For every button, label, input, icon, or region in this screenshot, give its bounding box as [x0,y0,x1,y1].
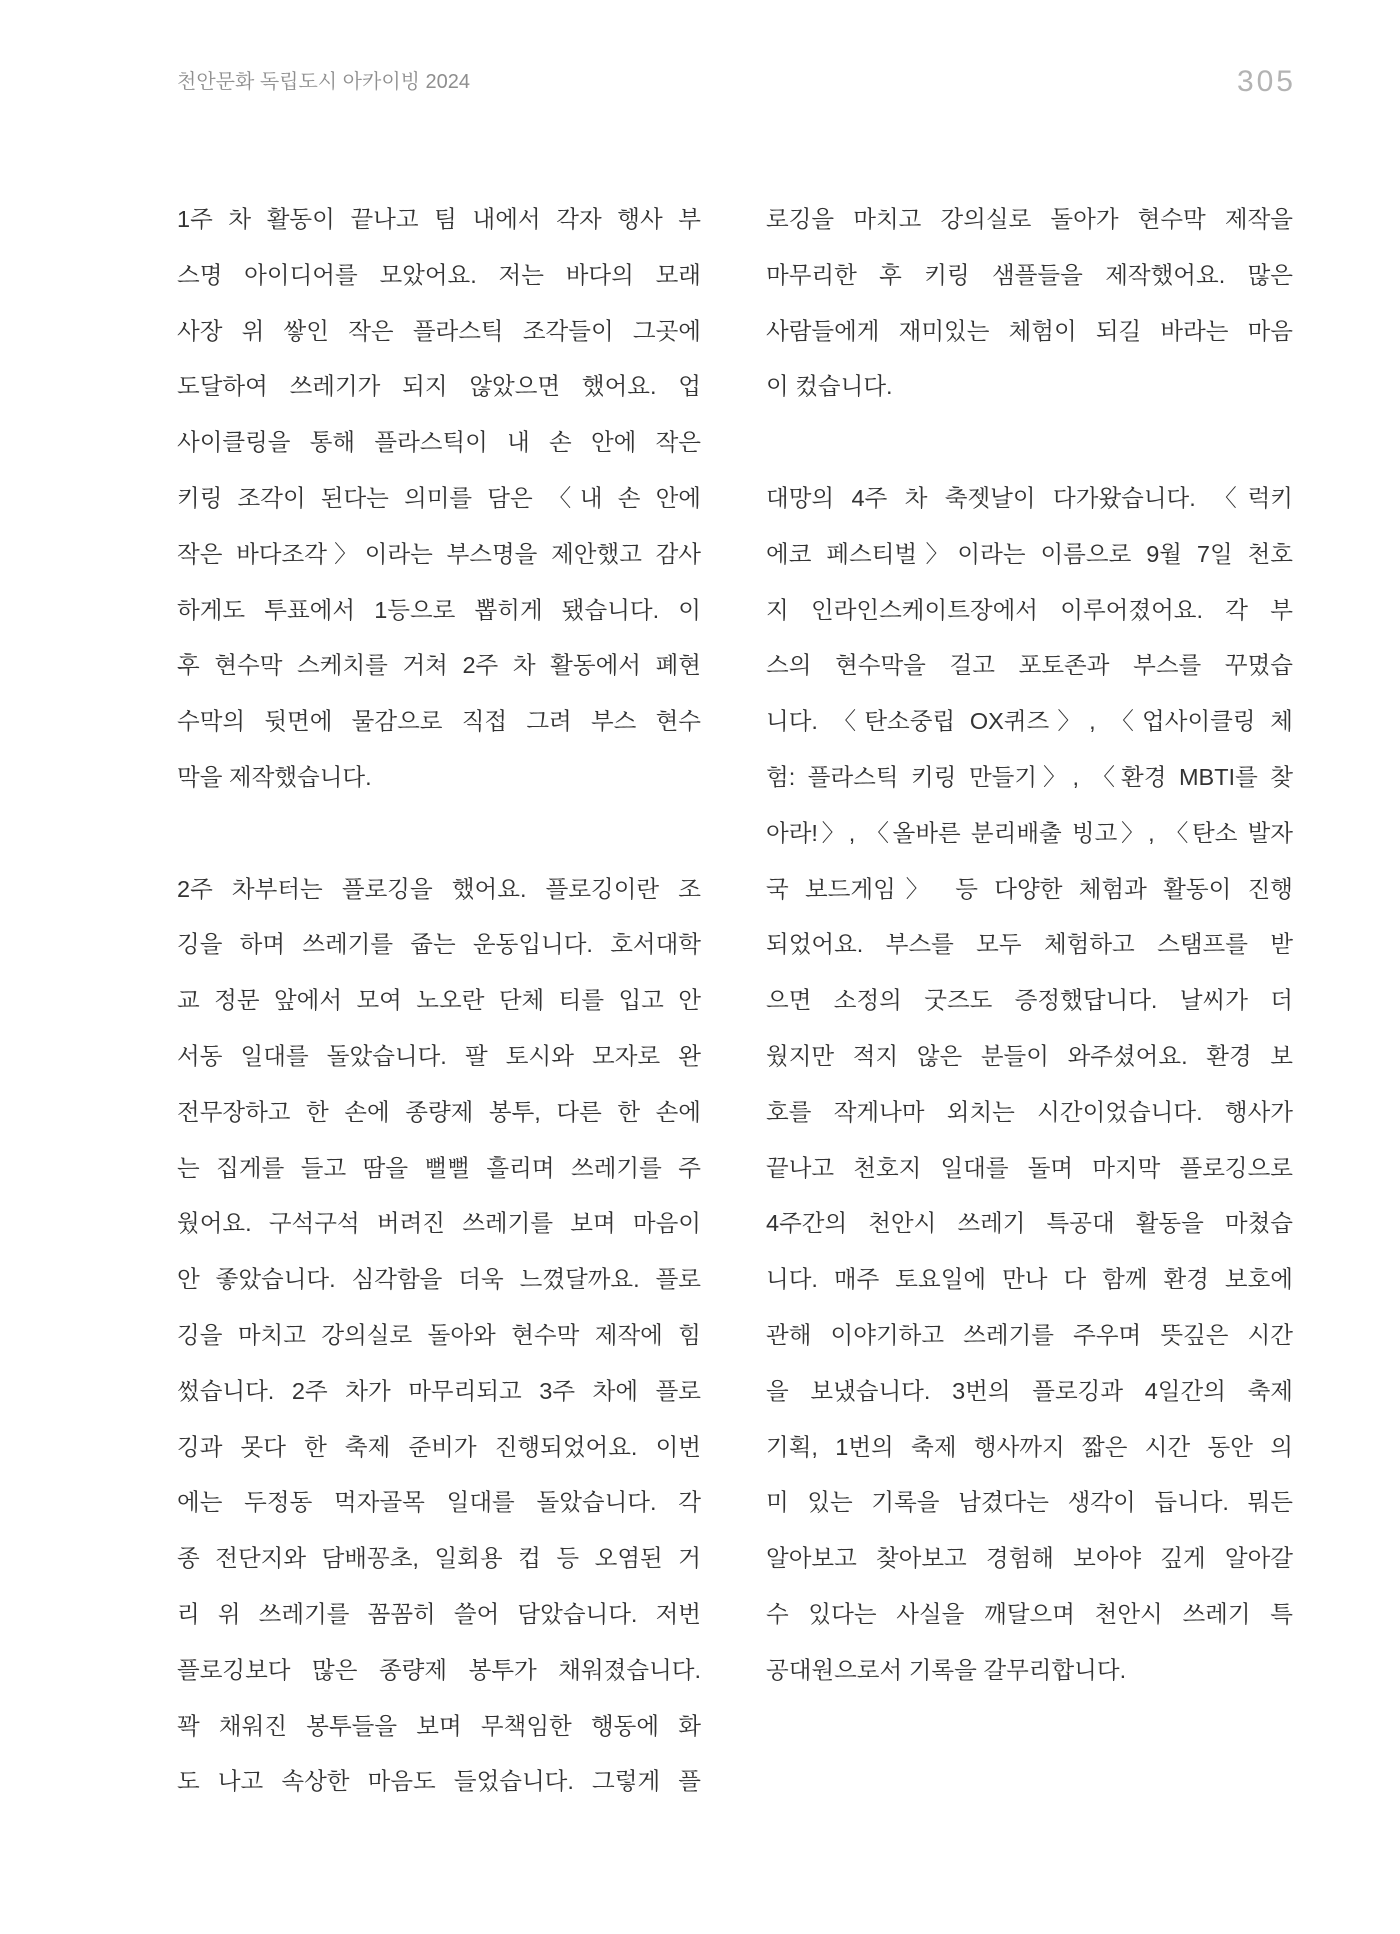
left-column [177,192,701,1866]
text-line: 꽉 채워진 봉투들을 보며 무책임한 행동에 화 [177,1712,701,1739]
text-line: 4주간의 천안시 쓰레기 특공대 활동을 마쳤습 [766,1210,1293,1237]
text-line: 스명 아이디어를 모았어요. 저는 바다의 모래 [177,261,701,288]
text-line: 도 나고 속상한 마음도 들었습니다. 그렇게 플 [177,1768,701,1795]
text-line: 전무장하고 한 손에 종량제 봉투, 다른 한 손에 [177,1098,701,1125]
text-line: 에코 페스티벌〉이라는 이름으로 9월 7일 천호 [766,540,1293,567]
paragraph [177,862,701,1811]
text-line: 하게도 투표에서 1등으로 뽑히게 됐습니다. 이 [177,596,701,623]
paragraph [177,192,701,806]
text-line: 플로깅보다 많은 종량제 봉투가 채워졌습니다. [177,1656,701,1683]
text-line: 도달하여 쓰레기가 되지 않았으면 했어요. 업 [177,373,701,400]
text-line: 니다. 매주 토요일에 만나 다 함께 환경 보호에 [766,1266,1293,1293]
text-line: 지 인라인스케이트장에서 이루어졌어요. 각 부 [766,596,1293,623]
text-line: 썼습니다. 2주 차가 마무리되고 3주 차에 플로 [177,1377,701,1404]
text-line: 2주 차부터는 플로깅을 했어요. 플로깅이란 조 [177,875,701,902]
text-line: 막을 제작했습니다. [177,763,372,790]
text-line: 마무리한 후 키링 샘플들을 제작했어요. 많은 [766,261,1293,288]
text-line: 되었어요. 부스를 모두 체험하고 스탬프를 받 [766,931,1293,958]
text-line: 공대원으로서 기록을 갈무리합니다. [766,1656,1127,1683]
text-line: 기획, 1번의 축제 행사까지 짧은 시간 동안 의 [766,1433,1293,1460]
running-header-title: 천안문화 독립도시 아카이빙 2024 [177,71,471,93]
text-line: 키링 조각이 된다는 의미를 담은 〈내 손 안에 [177,484,701,511]
text-line: 호를 작게나마 외치는 시간이었습니다. 행사가 [766,1098,1293,1125]
text-line: 에는 두정동 먹자골목 일대를 돌았습니다. 각 [177,1489,701,1516]
text-line: 종 전단지와 담배꽁초, 일회용 컵 등 오염된 거 [177,1545,701,1572]
text-line: 깅을 마치고 강의실로 돌아와 현수막 제작에 힘 [177,1321,701,1348]
text-line: 아라!〉, 〈올바른 분리배출 빙고〉, 〈탄소 발자 [766,819,1293,846]
text-line: 웠지만 적지 않은 분들이 와주셨어요. 환경 보 [766,1042,1293,1069]
right-column [766,192,1293,1754]
text-line: 국 보드게임〉 등 다양한 체험과 활동이 진행 [766,875,1293,902]
text-line: 안 좋았습니다. 심각함을 더욱 느꼈달까요. 플로 [177,1266,701,1293]
page-number: 305 [1236,65,1296,98]
text-line: 미 있는 기록을 남겼다는 생각이 듭니다. 뭐든 [766,1489,1293,1516]
text-line: 는 집게를 들고 땀을 뻘뻘 흘리며 쓰레기를 주 [177,1154,701,1181]
text-line: 서동 일대를 돌았습니다. 팔 토시와 모자로 완 [177,1042,701,1069]
paragraph [766,471,1293,1699]
text-line: 깅과 못다 한 축제 준비가 진행되었어요. 이번 [177,1433,701,1460]
text-line: 알아보고 찾아보고 경험해 보아야 깊게 알아갈 [766,1545,1293,1572]
text-line: 후 현수막 스케치를 거쳐 2주 차 활동에서 폐현 [177,652,701,679]
text-line: 교 정문 앞에서 모여 노오란 단체 티를 입고 안 [177,987,701,1014]
text-line: 관해 이야기하고 쓰레기를 주우며 뜻깊은 시간 [766,1321,1293,1348]
text-line: 수 있다는 사실을 깨달으며 천안시 쓰레기 특 [766,1600,1293,1627]
text-line: 작은 바다조각〉이라는 부스명을 제안했고 감사 [177,540,701,567]
paragraph [766,192,1293,415]
text-line: 으면 소정의 굿즈도 증정했답니다. 날씨가 더 [766,987,1293,1014]
text-line: 니다. 〈탄소중립 OX퀴즈〉, 〈업사이클링 체 [766,708,1293,735]
text-line: 끝나고 천호지 일대를 돌며 마지막 플로깅으로 [766,1154,1293,1181]
text-line: 깅을 하며 쓰레기를 줍는 운동입니다. 호서대학 [177,931,701,958]
text-line: 사장 위 쌓인 작은 플라스틱 조각들이 그곳에 [177,317,701,344]
text-line: 대망의 4주 차 축젯날이 다가왔습니다. 〈럭키 [766,484,1293,511]
text-line: 스의 현수막을 걸고 포토존과 부스를 꾸몄습 [766,652,1293,679]
text-line: 을 보냈습니다. 3번의 플로깅과 4일간의 축제 [766,1377,1293,1404]
text-line: 험: 플라스틱 키링 만들기〉, 〈환경 MBTI를 찾 [766,763,1293,790]
text-line: 사람들에게 재미있는 체험이 되길 바라는 마음 [766,317,1293,344]
text-line: 리 위 쓰레기를 꼼꼼히 쓸어 담았습니다. 저번 [177,1600,701,1627]
text-line: 수막의 뒷면에 물감으로 직접 그려 부스 현수 [177,708,701,735]
text-line: 로깅을 마치고 강의실로 돌아가 현수막 제작을 [766,206,1293,232]
text-line: 1주 차 활동이 끝나고 팀 내에서 각자 행사 부 [177,206,701,232]
text-line: 웠어요. 구석구석 버려진 쓰레기를 보며 마음이 [177,1210,701,1237]
text-line: 사이클링을 통해 플라스틱이 내 손 안에 작은 [177,429,701,456]
text-line: 이 컸습니다. [766,373,893,400]
